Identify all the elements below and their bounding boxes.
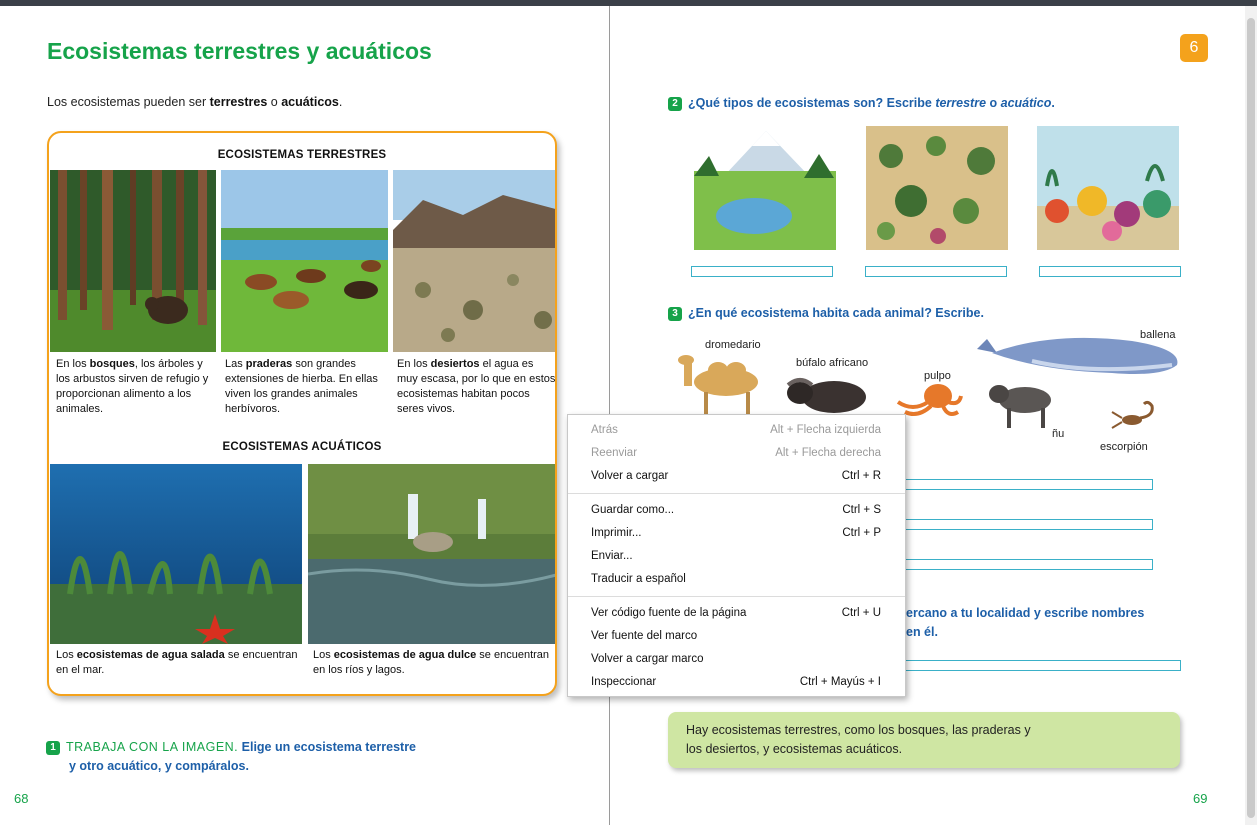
- caption-praderas: [225, 357, 387, 417]
- caption-dulce: [313, 648, 553, 678]
- octopus-illustration: [893, 382, 963, 418]
- intro-acuaticos: acuáticos: [281, 95, 339, 109]
- intro-suffix: .: [338, 95, 343, 109]
- unit-badge: 6: [1180, 34, 1208, 62]
- menu-label: Traducir a español: [591, 573, 686, 585]
- menu-item-traducir[interactable]: [568, 569, 905, 591]
- intro-prefix: Los ecosistemas pueden ser: [47, 95, 210, 109]
- aquatic-heading: ECOSISTEMAS ACUÁTICOS: [222, 441, 382, 453]
- question-2-mid: o: [986, 96, 1001, 110]
- question-2-number: 2: [668, 97, 682, 111]
- menu-shortcut: Ctrl + U: [841, 607, 881, 619]
- question-4-partial-line2: [906, 625, 938, 639]
- menu-shortcut: Ctrl + R: [841, 470, 881, 482]
- menu-item-ver-codigo-fuente[interactable]: [568, 603, 905, 625]
- question-2-end: .: [1051, 96, 1055, 110]
- meadow-photo: [221, 170, 388, 352]
- menu-item-volver-cargar-marco[interactable]: [568, 649, 905, 671]
- exercise-1-text2: y otro acuático, y compáralos.: [69, 759, 249, 773]
- label-bufalo: búfalo africano: [796, 357, 869, 369]
- answer-line-6[interactable]: [905, 559, 1153, 570]
- exercise-1-lead: TRABAJA CON LA IMAGEN.: [66, 740, 239, 754]
- menu-label: Reenviar: [591, 447, 638, 459]
- question-3: [668, 306, 984, 321]
- page-title: Ecosistemas terrestres y acuáticos: [47, 38, 432, 64]
- caption-desiertos-pre: En los: [397, 358, 431, 370]
- vertical-scrollbar[interactable]: [1245, 6, 1257, 825]
- mountain-lake-illustration: [694, 126, 836, 250]
- caption-bosques-bold: bosques: [89, 358, 135, 370]
- whale-illustration: [972, 331, 1182, 381]
- wildebeest-illustration: [985, 378, 1057, 430]
- question-2: [668, 96, 1055, 111]
- question-2-word2: acuático: [1000, 96, 1052, 110]
- menu-label: Ver fuente del marco: [591, 630, 698, 642]
- coral-reef-illustration: [1037, 126, 1179, 250]
- caption-praderas-bold: praderas: [245, 358, 293, 370]
- caption-desiertos: [397, 357, 557, 417]
- caption-praderas-pre: Las: [225, 358, 246, 370]
- menu-item-atras[interactable]: [568, 420, 905, 442]
- summary-line2: los desiertos, y ecosistemas acuáticos.: [686, 742, 903, 756]
- scrollbar-thumb[interactable]: [1247, 18, 1255, 818]
- caption-salada: [56, 648, 301, 678]
- question-2-word1: terrestre: [935, 96, 987, 110]
- menu-label: Enviar...: [591, 550, 633, 562]
- intro-middle: o: [267, 95, 282, 109]
- summary-line1: Hay ecosistemas terrestres, como los bosques, las praderas y: [686, 723, 1031, 737]
- caption-bosques: [56, 357, 216, 417]
- scorpion-illustration: [1108, 398, 1160, 434]
- answer-line-7[interactable]: [905, 660, 1181, 671]
- caption-desiertos-post: el agua es muy escasa, por lo que en estos ecosistemas habitan pocos seres vivos.: [397, 358, 556, 415]
- intro-terrestres: terrestres: [209, 95, 268, 109]
- menu-label: Volver a cargar: [591, 470, 669, 482]
- exercise-1: [46, 738, 416, 776]
- label-pulpo: pulpo: [924, 370, 951, 382]
- terrestrial-heading: ECOSISTEMAS TERRESTRES: [217, 149, 387, 161]
- answer-line-5[interactable]: [905, 519, 1153, 530]
- answer-line-4[interactable]: [905, 479, 1153, 490]
- menu-label: Ver código fuente de la página: [591, 607, 747, 619]
- menu-separator: [568, 596, 905, 597]
- menu-item-volver-a-cargar[interactable]: [568, 466, 905, 488]
- menu-item-imprimir[interactable]: [568, 523, 905, 545]
- label-escorpion: escorpión: [1100, 441, 1148, 453]
- context-menu: [567, 414, 906, 697]
- answer-line-2[interactable]: [865, 266, 1007, 277]
- buffalo-illustration: [784, 371, 868, 416]
- page-number-right: 69: [1193, 791, 1208, 806]
- menu-label: Imprimir...: [591, 527, 642, 539]
- camel-illustration: [676, 350, 766, 416]
- menu-item-reenviar[interactable]: [568, 443, 905, 465]
- caption-bosques-pre: En los: [56, 358, 90, 370]
- menu-item-enviar[interactable]: [568, 546, 905, 568]
- question-4-line2: en él.: [906, 625, 938, 639]
- summary-box: [668, 712, 1180, 768]
- answer-line-3[interactable]: [1039, 266, 1181, 277]
- menu-shortcut: Alt + Flecha derecha: [775, 447, 881, 459]
- menu-label: Volver a cargar marco: [591, 653, 704, 665]
- question-4-partial: [906, 606, 1144, 620]
- page-number-left: 68: [14, 791, 29, 806]
- menu-label: Atrás: [591, 424, 618, 436]
- label-dromedario: dromedario: [705, 339, 761, 351]
- caption-dulce-post: se encuentran en los ríos y lagos.: [313, 649, 550, 676]
- question-2-text: ¿Qué tipos de ecosistemas son? Escribe: [688, 96, 936, 110]
- menu-label: Inspeccionar: [591, 676, 657, 688]
- label-ballena: ballena: [1140, 329, 1176, 341]
- question-4-line1: ercano a tu localidad y escribe nombres: [906, 606, 1145, 620]
- caption-dulce-bold: ecosistemas de agua dulce: [333, 649, 477, 661]
- question-3-text: ¿En qué ecosistema habita cada animal? Escribe.: [688, 306, 984, 320]
- caption-salada-bold: ecosistemas de agua salada: [76, 649, 225, 661]
- forest-photo: [50, 170, 216, 352]
- caption-dulce-pre: Los: [313, 649, 334, 661]
- river-photo: [308, 464, 557, 644]
- menu-shortcut: Ctrl + S: [842, 504, 881, 516]
- menu-separator: [568, 493, 905, 494]
- menu-label: Guardar como...: [591, 504, 675, 516]
- menu-item-guardar-como[interactable]: [568, 500, 905, 522]
- exercise-1-text1: Elige un ecosistema terrestre: [238, 740, 417, 754]
- menu-shortcut: Alt + Flecha izquierda: [770, 424, 881, 436]
- desert-photo: [393, 170, 557, 352]
- ecosystems-box: [47, 131, 557, 696]
- caption-salada-post: se encuentran en el mar.: [56, 649, 298, 676]
- menu-item-ver-fuente-marco[interactable]: [568, 626, 905, 648]
- caption-praderas-post: son grandes extensiones de hierba. En ellas viven los grandes animales herbívoros.: [225, 358, 378, 415]
- sea-photo: [50, 464, 302, 644]
- caption-salada-pre: Los: [56, 649, 77, 661]
- menu-item-inspeccionar[interactable]: [568, 672, 905, 694]
- label-nu: ñu: [1052, 428, 1065, 440]
- caption-bosques-post: , los árboles y los arbustos sirven de refugio y proporcionan alimento a los animales.: [56, 358, 209, 415]
- question-3-number: 3: [668, 307, 682, 321]
- desert-scrub-illustration: [866, 126, 1008, 250]
- menu-shortcut: Ctrl + P: [842, 527, 881, 539]
- menu-shortcut: Ctrl + Mayús + I: [799, 676, 881, 688]
- caption-desiertos-bold: desiertos: [430, 358, 480, 370]
- exercise-1-number: 1: [46, 741, 60, 755]
- intro-text: [47, 95, 342, 109]
- answer-line-1[interactable]: [691, 266, 833, 277]
